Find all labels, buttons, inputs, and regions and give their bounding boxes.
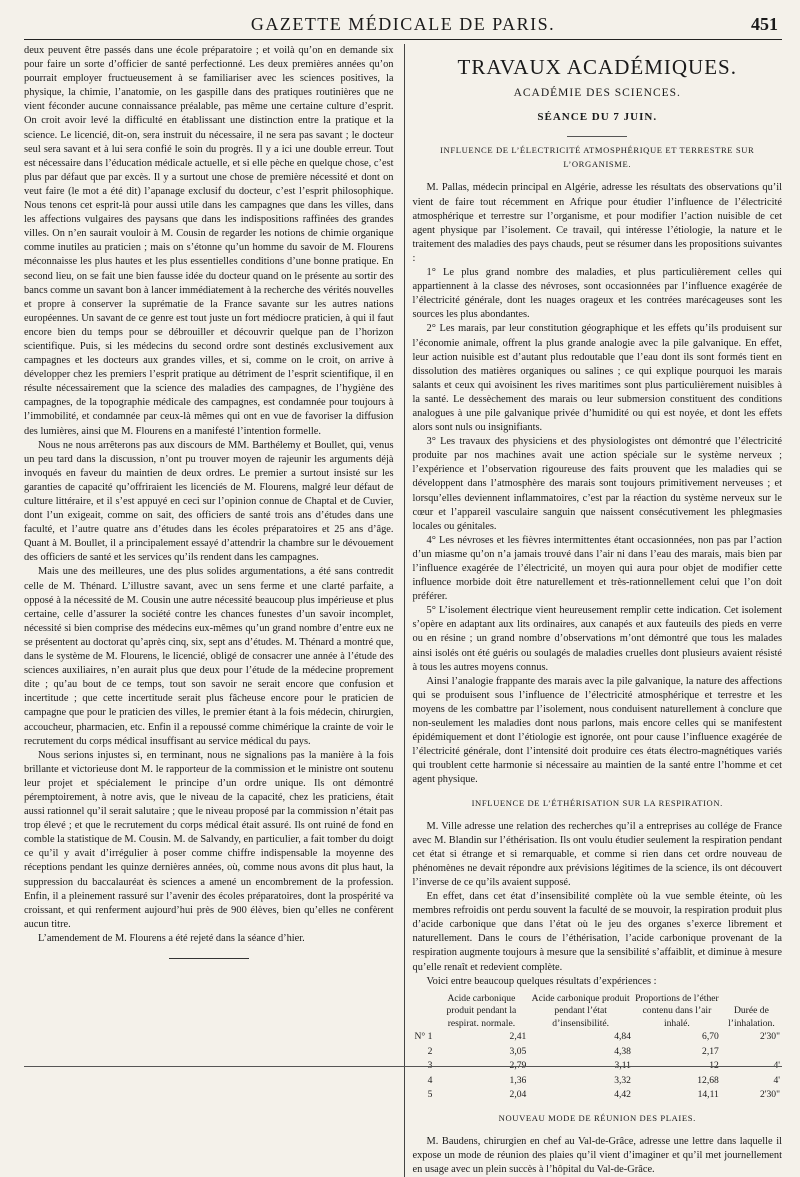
table-cell: 2,17: [702, 1045, 719, 1057]
section1-heading: INFLUENCE DE L’ÉLECTRICITÉ ATMOSPHÉRIQUE ET TERRESTRE SUR L’ORGANISME.: [440, 145, 755, 170]
table-row: [413, 1030, 783, 1045]
s2-paragraph-1: M. Ville adresse une relation des recherches qu’il a entreprises au collége de France avec M. Blandin sur l’éthérisation. Ils ont voulu étudier seulement la respiration pendant cet état si étrange et si remarquable, et comme si rien dans cet ordre nouveau de phénomènes ne devait répondre aux prévisions légitimes de la science, ils ont découvert l’inverse de ce qu’ils avaient supposé.: [412, 820, 782, 888]
table-cell: 2,41: [509, 1031, 527, 1043]
table-cell: 1,36: [509, 1074, 527, 1086]
seance-date: SÉANCE DU 7 JUIN.: [537, 111, 658, 124]
journal-title: GAZETTE MÉDICALE DE PARIS.: [250, 14, 556, 34]
table-cell: [721, 1045, 782, 1060]
table-header-cell: Proportions de l’éther contenu dans l’air inhalé.: [635, 992, 719, 1029]
table-row: [413, 1088, 783, 1103]
s2-paragraph-2: En effet, dans cet état d’insensibilité complète où la vue semble éteinte, où les membres refroidis ont perdu souvent la faculté de se mouvoir, la respiration produit plus d’acide carbonique que dans l’état où le jeu des organes s’exerce librement et naturellement. Dans le cours de l’éthérisation, l’acide carbonique provenant de la respiration augmente toujours à mesure que la sensibilité s’affaiblit, et diminue à mesure qu’elle renaît et redevient complète.: [412, 891, 782, 973]
left-paragraph-1: deux peuvent être passés dans une école préparatoire ; et voilà qu’on en demande six pour faire un sorte d’officier de santé perfectionné. Les deux premières années qu’on pourrait employer fructueusement à se familiariser avec les sciences positives, la physique, la chimie, l’anatomie, on les gaspille dans des pratiques routinières que ne vient féconder aucune connaissance préalable, pas même une certaine culture d’esprit. On croit avoir levé la difficulté en établissant une distinction entre la pratique et la science. Le licencié, dit-on, sera instruit du nécessaire, il ne sera pas savant ; le docteur seul sera savant et à lui sera confié le soin du progrès. Il y a ici une double erreur. Tout est nécessaire dans l’éducation médicale actuelle, et si elle pèche en quelque chose, c’est plus par défaut que par excès. Il y a surtout une chose de première nécessité et dont on veut faire (le mot a été dit) l’apanage exclusif du docteur, c’est l’esprit philosophique. Nous tenons cet esprit-là pour aussi utile dans les campagnes que dans les villes, dans les affections vulgaires des paysans que dans les indispositions raffinées des grandes villes. On n’en saurait vouloir à M. Cousin de regarder les notions de chimie organique comme inutiles au praticien ; mais on s’étonne qu’un homme du savoir de M. Flourens méconnaisse les plus hautes et les plus essentielles conditions d’une bonne pratique. En second lieu, on se fait une bien fausse idée du docteur quand on le présente au sortir des bancs comme un savant bon à lancer immédiatement à la recherche des vérités nouvelles et propre à conserver la suprématie de la France savante sur les autres nations européennes. Un savant de ce genre est tout juste un fort médiocre praticien, à qui il faut encore bien du temps pour se débrouiller et découvrir quelque pan de l’horizon scientifique. Puis, si les médecins du second ordre sont destinés exclusivement aux campagnes et les docteurs aux grandes villes, et si, comme on le croit, on arrive à développer chez les premiers l’esprit pratique au détriment de l’esprit scientifique, il en résulte nécessairement que la science des maladies des campagnes, de l’hygiène des campagnes, de la topographie médicale des campagnes, est condamnée pour toujours à l’immobilité, et condamnée par ceux-là mêmes qui ont en vue de favoriser la diffusion des lumières, ainsi que M. Flourens en a manifesté l’intention formelle.: [24, 45, 394, 437]
table-cell: 4,42: [614, 1089, 631, 1101]
table-cell: 2'30": [759, 1031, 780, 1043]
section3-heading: NOUVEAU MODE DE RÉUNION DES PLAIES.: [498, 1112, 696, 1123]
table-cell: 4,84: [614, 1031, 631, 1043]
table-header-cell: Durée de l’inhalation.: [728, 1005, 775, 1029]
s2-paragraph-3: Voici entre beaucoup quelques résultats d’expériences :: [426, 975, 657, 987]
table-cell: N° 1: [414, 1031, 433, 1043]
table-header-cell: [413, 993, 435, 1031]
s1-paragraph-3: 2° Les marais, par leur constitution géographique et les effets qu’ils produisent sur l’économie animale, offrent la plus grande analogie avec la pile galvanique. En effet, leur action nuisible est d’autant plus redoutable que l’eau dont ils sont formés tient en dissolution des matières organiques ou salines ; ce qui explique pourquoi les marais salants et ceux qui avoisinent les rives maritimes sont plus particulièrement nuisibles à la santé. Le dessèchement des marais ou leur submersion constituent des conditions analogues à une pile galvanique privée d’humidité ou qui est noyée, et dont les effets alors sont nuls ou insignifiants.: [412, 323, 782, 434]
s3-paragraph-1: M. Baudens, chirurgien en chef au Val-de-Grâce, adresse une lettre dans laquelle il expose un mode de réunion des plaies qu’il vient d’imaginer et qu’il met journellement en usage avec un plein succès à l’hôpital du Val-de-Grâce.: [412, 1135, 782, 1175]
section2-heading: INFLUENCE DE L’ÉTHÉRISATION SUR LA RESPIRATION.: [471, 797, 723, 808]
table-cell: 14,11: [697, 1089, 719, 1101]
left-paragraph-5: L’amendement de M. Flourens a été rejeté dans la séance d’hier.: [38, 932, 305, 944]
s1-paragraph-1: M. Pallas, médecin principal en Algérie, adresse les résultats des observations qu’il vient de faire tout récemment en Afrique pour étudier l’influence de l’électricité atmosphérique et terrestre sur l’organisme, et pour modifier l’action nuisible de cet agent physique par l’isolement. Ce travail, qui intéresse l’étiologie, la nature et le traitement des maladies des pays chauds, peut se résumer dans les propositions suivantes :: [412, 182, 782, 264]
table-cell: 6,70: [702, 1031, 719, 1043]
s1-paragraph-7: Ainsi l’analogie frappante des marais avec la pile galvanique, la nature des affections qui se produisent sous l’influence de l’électricité atmosphérique et terrestre et les moyens de les combattre par l’isolement, nous conduisent naturellement à conclure que non-seulement les maladies dont nous parlons, mais encore celles qui se manifestent épidémiquement et dont l’étiologie est ignorée, ont pour cause l’influence exagérée de l’électricité générale, dont l’intensité doit produire ces états électro-magnétiques variés qui troublent cette harmonie si nécessaire au maintien de la santé entre l’homme et cet agent physique.: [412, 675, 782, 786]
right-column: [404, 44, 783, 1177]
results-table: [413, 993, 783, 1103]
academy-title: ACADÉMIE DES SCIENCES.: [513, 87, 681, 100]
table-cell: 3,32: [614, 1074, 631, 1086]
divider: [567, 136, 627, 137]
article-end-rule: [169, 958, 249, 959]
s1-paragraph-4: 3° Les travaux des physiciens et des physiologistes ont démontré que l’électricité produite par nos machines avait une action spéciale sur le système nerveux ; l’expérience et l’observation rigoureuse des faits prouvent que les maladies qui se développent dans l’atmosphère des marais sont toujours primitivement nerveuses ; et lorsqu’elles deviennent inflammatoires, c’est par la réaction du système nerveux sur le cœur et l’appareil vasculaire sanguin que naissent consécutivement les phlegmasies locales ou génitales.: [412, 436, 782, 532]
section-title: TRAVAUX ACADÉMIQUES.: [457, 55, 737, 79]
left-paragraph-4: Nous serions injustes si, en terminant, nous ne signalions pas la manière à la fois brillante et victorieuse dont M. le rapporteur de la commission et le ministre ont soutenu leur projet et spécialement le principe d’un ordre unique. Ils ont démontré péremptoirement, à notre avis, que le niveau de la capacité, chez les praticiens, était aussi rationnel qu’il serait salutaire ; que le niveau proposé par la commission n’était pas trop élevé ; et que le recrutement du corps médical était assuré. Ils ont ruiné de fond en comble la statistique de M. Cousin. M. de Salvandy, en particulier, a fait tomber du doigt ce qu’il y avait d’irrégulier à poser comme chiffre indispensable la moyenne des réceptions pendant les quinze dernières années, où, comme nous avons dit plus haut, la suppression du baccalauréat ès sciences a amené un encombrement de la profession. Enfin, il a pleinement rassuré sur l’avenir des écoles préparatoires, dont la prospérité va croissant, et qui renferment aujourd’hui près de 900 élèves, bien qu’elles ne confèrent aucun titre.: [24, 749, 394, 930]
s1-paragraph-5: 4° Les névroses et les fièvres intermittentes étant occasionnées, non pas par l’action d’un miasme qu’on n’a jamais trouvé dans l’air ni dans l’eau des marais, mais bien par l’influence exagérée de l’électricité, un moyen qui aura pour objet de modifier cette influence morbide doit être naturellement et très-rationnellement celui que l’on doit préférer.: [412, 534, 782, 603]
bottom-rule: [24, 1066, 782, 1067]
page-header: [24, 0, 782, 40]
table-cell: 5: [427, 1089, 433, 1101]
table-cell: 4: [427, 1074, 433, 1086]
left-paragraph-2: Nous ne nous arrêterons pas aux discours de MM. Barthélemy et Boullet, qui, venus un peu tard dans la discussion, n’ont pu trouver moyen de rajeunir les arguments déjà invoqués en faveur du maintien de deux ordres. Le premier a surtout insisté sur les garanties de capacité qu’offriraient les licenciés de M. Flourens, malgré leur défaut de culture littéraire, et il s’est appuyé en ceci sur l’opinion connue de Chaptal et de Cuvier, dont l’un exigeait, comme on sait, des officiers de santé trois ans d’études dans une faculté, et l’autre quatre ans d’études dans les écoles préparatoires et 25 ans d’âge. Quant à M. Boullet, il a principalement essayé d’attendrir la chambre sur le dévouement des officiers de santé et les services qu’ils rendent dans les campagnes.: [24, 439, 394, 564]
table-cell: 4': [773, 1060, 780, 1072]
left-column: [24, 44, 394, 1177]
s1-paragraph-2: 1° Le plus grand nombre des maladies, et plus particulièrement celles qui appartiennent à la classe des névroses, sont occasionnées par l’influence exagérée de l’électricité générale, dont les nuages orageux et les contrées marécageuses sont les sources les plus abondantes.: [412, 267, 782, 321]
table-cell: 2'30": [759, 1089, 780, 1101]
table-cell: 2,79: [509, 1060, 527, 1072]
table-cell: 3,05: [509, 1045, 527, 1057]
table-cell: 2,04: [509, 1089, 527, 1101]
table-cell: 4': [773, 1074, 780, 1086]
left-paragraph-3: Mais une des meilleures, une des plus solides argumentations, a été sans contredit celle de M. Thénard. L’illustre savant, avec un sens ferme et une clarté parfaite, a opposé à la nécessité de M. Cousin une autre nécessité beaucoup plus impérieuse et plus certaine, celle d’assurer la société contre les chances funestes d’un savoir incomplet, nécessité si bien comprise des médecins eux-mêmes qu’un grand nombre d’entre eux ne se présentent au doctorat qu’après cinq, six, sept ans d’études. M. Thénard a montré que, dans le système de M. Flourens, le licencié, obligé de consacrer une année à l’étude des sciences auxiliaires, n’en aurait plus que deux pour l’étude de la médecine proprement dite ; qu’au bout de ce temps, tout son savoir ne serait encore que confusion et incertitude ; que cette incertitude serait plus fâcheuse encore pour le praticien de campagne que pour le praticien des villes, le premier étant à la fois médecin, chirurgien, accoucheur, pharmacien, etc. Enfin il a repoussé comme chimérique la crainte de voir le recrutement du corps médical insuffisant au service médical du pays.: [24, 566, 394, 747]
table-cell: 2: [427, 1045, 433, 1057]
page-number: 451: [751, 14, 778, 34]
table-cell: 12: [709, 1060, 719, 1072]
table-header-cell: Acide carbonique produit pendant la respirat. normale.: [446, 992, 517, 1029]
table-row: [413, 1045, 783, 1060]
table-header-cell: Acide carbonique produit pendant l’état d’insensibilité.: [531, 992, 630, 1029]
table-cell: 3,11: [614, 1060, 631, 1072]
table-row: [413, 1074, 783, 1089]
table-cell: 3: [427, 1060, 433, 1072]
s1-paragraph-6: 5° L’isolement électrique vient heureusement remplir cette indication. Cet isolement s’opère en adaptant aux lits ordinaires, aux canapés et aux fauteuils des pieds en verre ou en résine ; un grand nombre d’observations m’ont démontré que tous les malades ainsi isolés ont été guéris ou soulagés de maladies cruelles dont plusieurs avaient résisté à tous les autres moyens connus.: [412, 605, 782, 673]
table-cell: 4,38: [614, 1045, 631, 1057]
table-cell: 12,68: [697, 1074, 719, 1086]
